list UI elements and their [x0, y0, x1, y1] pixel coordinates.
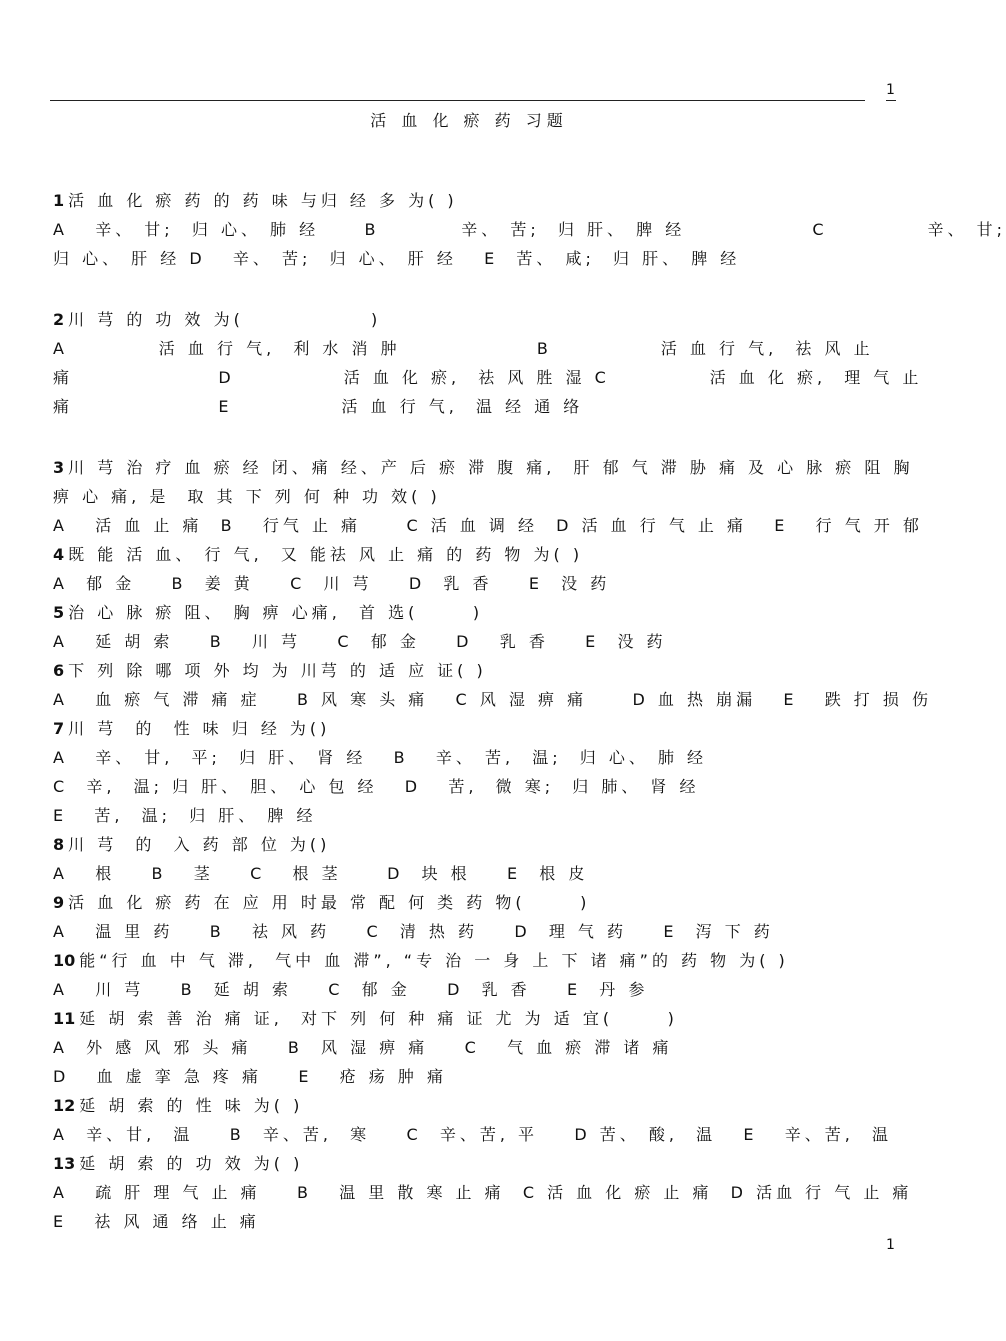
question-12-option-line: A 辛、甘, 温 B 辛、苦, 寒 C 辛、苦, 平 D 苦、 酸, 温 E 辛、苦, 温: [53, 1125, 892, 1144]
question-9-option-line: A 温 里 药 B 祛 风 药 C 清 热 药 D 理 气 药 E 泻 下 药: [53, 922, 774, 941]
question-number: 4: [53, 545, 65, 564]
question-2-option-line: 痛 E 活 血 行 气, 温 经 通 络: [53, 397, 584, 416]
question-number: 12: [53, 1096, 76, 1115]
question-text: 活 血 化 瘀 药 的 药 味 与归 经 多 为( ): [68, 191, 458, 210]
question-1-option-line: A 辛、 甘; 归 心、 肺 经 B 辛、 苦; 归 肝、 脾 经 C 辛、 甘;: [53, 220, 1006, 239]
question-7-option-line: E 苦, 温; 归 肝、 脾 经: [53, 806, 317, 825]
question-text: 川 芎 的 性 味 归 经 为(): [68, 719, 331, 738]
question-number: 6: [53, 661, 65, 680]
question-number: 9: [53, 893, 65, 912]
question-11-option-line: D 血 虚 挛 急 疼 痛 E 疮 疡 肿 痛: [53, 1067, 447, 1086]
spacer: [53, 273, 898, 305]
spacer: [53, 421, 898, 453]
question-text: 川 芎 的 入 药 部 位 为(): [68, 835, 331, 854]
question-7-option-line: C 辛, 温; 归 肝、 胆、 心 包 经 D 苦, 微 寒; 归 肺、 肾 经: [53, 777, 700, 796]
question-3: [53, 453, 914, 482]
header-page-number: 1: [886, 82, 895, 98]
question-number: 5: [53, 603, 65, 622]
question-5: [53, 598, 898, 627]
question-9: [53, 888, 898, 917]
question-list: [53, 186, 1006, 1236]
question-number: 2: [53, 310, 65, 329]
question-3-option-line: 痹 心 痛, 是 取 其 下 列 何 种 功 效( ): [53, 487, 441, 506]
question-text: 既 能 活 血、 行 气, 又 能祛 风 止 痛 的 药 物 为( ): [68, 545, 584, 564]
question-text: 治 心 脉 瘀 阻、 胸 痹 心痛, 首 选( ): [68, 603, 484, 622]
question-number: 3: [53, 458, 65, 477]
footer-page-number: 1: [886, 1237, 895, 1253]
question-11: [53, 1004, 898, 1033]
question-text: 能“行 血 中 气 滞, 气中 血 滞”, “专 治 一 身 上 下 诸 痛”的 药 物 为( ): [79, 951, 789, 970]
question-7-option-line: A 辛、 甘, 平; 归 肝、 肾 经 B 辛、 苦, 温; 归 心、 肺 经: [53, 748, 708, 767]
question-8: [53, 830, 898, 859]
question-10-option-line: A 川 芎 B 延 胡 索 C 郁 金 D 乳 香 E 丹 参: [53, 980, 649, 999]
header-page-number-underline: [886, 100, 896, 101]
question-4: [53, 540, 898, 569]
question-13-option-line: A 疏 肝 理 气 止 痛 B 温 里 散 寒 止 痛 C 活 血 化 瘀 止 痛 D 活血 行 气 止 痛: [53, 1183, 913, 1202]
question-2-option-line: A 活 血 行 气, 利 水 消 肿 B 活 血 行 气, 祛 风 止: [53, 339, 874, 358]
question-number: 8: [53, 835, 65, 854]
question-text: 下 列 除 哪 项 外 均 为 川芎 的 适 应 证( ): [68, 661, 487, 680]
document-title: 活 血 化 瘀 药 习题: [370, 111, 568, 130]
question-number: 10: [53, 951, 76, 970]
question-text: 延 胡 索 的 性 味 为( ): [79, 1096, 304, 1115]
question-11-option-line: A 外 感 风 邪 头 痛 B 风 湿 痹 痛 C 气 血 瘀 滞 诸 痛: [53, 1038, 673, 1057]
question-13: [53, 1149, 898, 1178]
question-number: 11: [53, 1009, 76, 1028]
question-12: [53, 1091, 898, 1120]
question-2-option-line: 痛 D 活 血 化 瘀, 祛 风 胜 湿 C 活 血 化 瘀, 理 气 止: [53, 368, 923, 387]
question-text: 延 胡 索 善 治 痛 证, 对下 列 何 种 痛 证 尤 为 适 宜( ): [79, 1009, 678, 1028]
question-6-option-line: A 血 瘀 气 滞 痛 症 B 风 寒 头 痛 C 风 湿 痹 痛 D 血 热 崩漏 E 跌 打 损 伤: [53, 690, 932, 709]
question-7: [53, 714, 898, 743]
question-5-option-line: A 延 胡 索 B 川 芎 C 郁 金 D 乳 香 E 没 药: [53, 632, 667, 651]
question-number: 1: [53, 191, 65, 210]
question-10: [53, 946, 898, 975]
question-3-option-line: A 活 血 止 痛 B 行气 止 痛 C 活 血 调 经 D 活 血 行 气 止 痛 E 行 气 开 郁: [53, 516, 923, 535]
question-2: [53, 305, 898, 334]
question-number: 13: [53, 1154, 76, 1173]
question-text: 延 胡 索 的 功 效 为( ): [79, 1154, 304, 1173]
question-text: 川 芎 的 功 效 为( ): [68, 310, 382, 329]
question-13-option-line: E 祛 风 通 络 止 痛: [53, 1212, 260, 1231]
question-number: 7: [53, 719, 65, 738]
question-4-option-line: A 郁 金 B 姜 黄 C 川 芎 D 乳 香 E 没 药: [53, 574, 611, 593]
question-6: [53, 656, 898, 685]
question-text: 川 芎 治 疗 血 瘀 经 闭、痛 经、产 后 瘀 滞 腹 痛, 肝 郁 气 滞 胁 痛 及 心 脉 瘀 阻 胸: [68, 458, 914, 477]
question-text: 活 血 化 瘀 药 在 应 用 时最 常 配 何 类 药 物( ): [68, 893, 591, 912]
question-8-option-line: A 根 B 茎 C 根 茎 D 块 根 E 根 皮: [53, 864, 589, 883]
header-rule: [50, 100, 865, 101]
question-1-option-line: 归 心、 肝 经 D 辛、 苦; 归 心、 肝 经 E 苦、 咸; 归 肝、 脾 经: [53, 249, 741, 268]
question-1: [53, 186, 898, 215]
